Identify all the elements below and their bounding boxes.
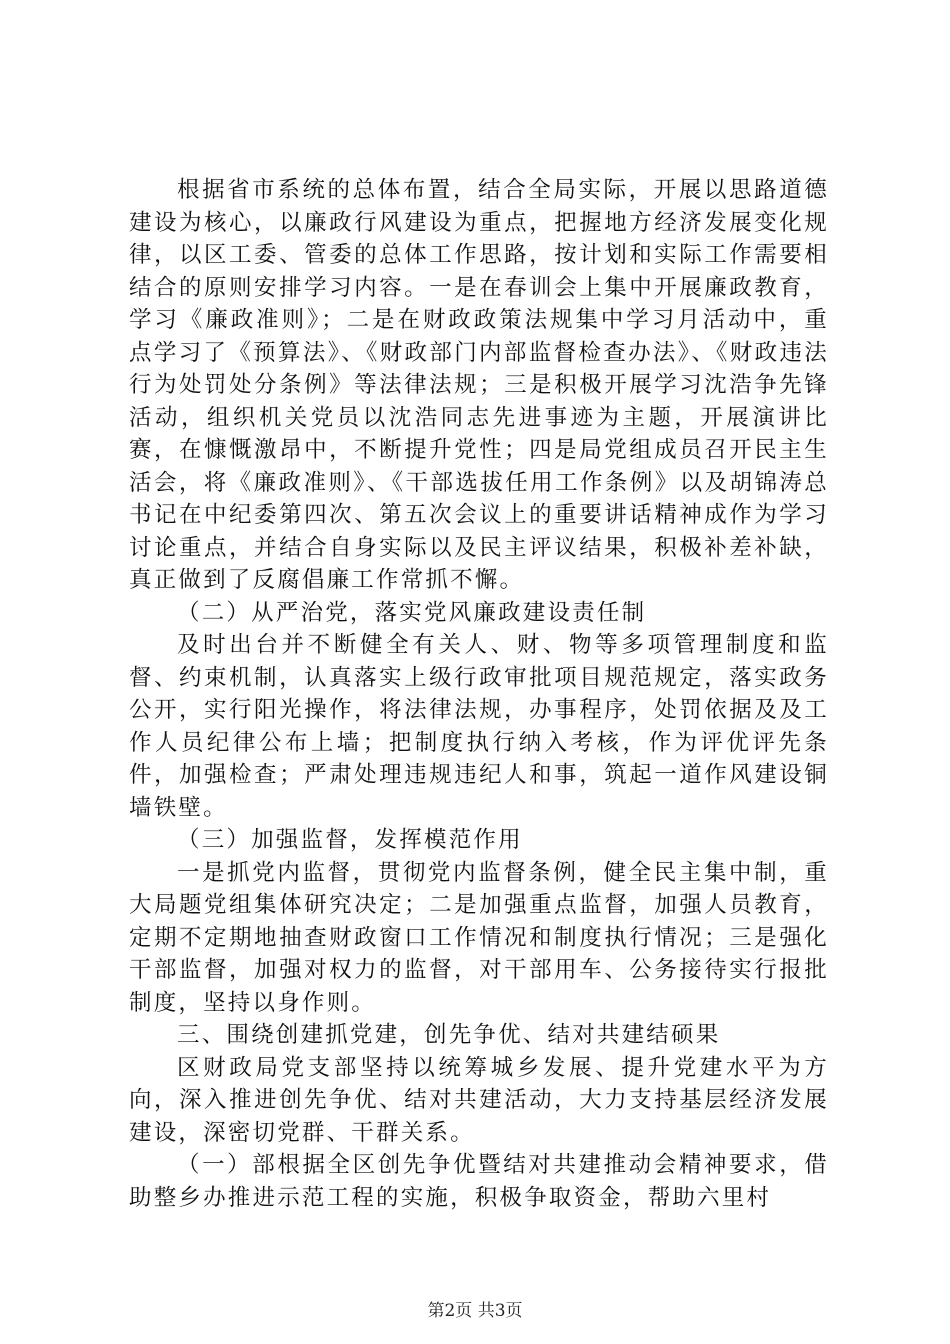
paragraph-study-content: 根据省市系统的总体布置，结合全局实际，开展以思路道德建设为核心，以廉政行风建设为重点，把握地方经济发展变化规律，以区工委、管委的总体工作思路，按计划和实际工作需要相结合的原则安排学习内容。一是在春训会上集中开展廉政教育，学习《廉政准则》；二是在财政政策法规集中学习月活动中，重点学习了《预算法》、《财政部门内部监督检查办法》、《财政违法行为处罚处分条例》等法律法规；三是积极开展学习沈浩争先锋活动，组织机关党员以沈浩同志先进事迹为主题，开展演讲比赛，在慷慨激昂中，不断提升党性；四是局党组成员召开民主生活会，将《廉政准则》、《干部选拔任用工作条例》以及胡锦涛总书记在中纪委第四次、第五次会议上的重要讲话精神成作为学习讨论重点，并结合自身实际以及民主评议结果，积极补差补缺，真正做到了反腐倡廉工作常抓不懈。	[129, 177, 829, 593]
section-heading-party-building: 三、围绕创建抓党建，创先争优、结对共建结硕果	[177, 1022, 721, 1048]
section-heading-supervision: （三）加强监督，发挥模范作用	[177, 827, 523, 853]
page-number-footer: 第2页 共3页	[427, 1301, 523, 1321]
document-body	[129, 174, 829, 1214]
paragraph-supervision: 一是抓党内监督，贯彻党内监督条例，健全民主集中制，重大局题党组集体研究决定；二是加强重点监督，加强人员教育，定期不定期地抽查财政窗口工作情况和制度执行情况；三是强化干部监督，加强对权力的监督，对干部用车、公务接待实行报批制度，坚持以身作则。	[129, 859, 829, 1016]
paragraph-system-building: 及时出台并不断健全有关人、财、物等多项管理制度和监督、约束机制，认真落实上级行政审批项目规范规定，落实政务公开，实行阳光操作，将法律法规，办事程序，处罚依据及及工作人员纪律公布上墙；把制度执行纳入考核，作为评优评先条件，加强检查；严肃处理违规违纪人和事，筑起一道作风建设铜墙铁壁。	[129, 632, 829, 821]
paragraph-branch-activities: 区财政局党支部坚持以统筹城乡发展、提升党建水平为方向，深入推进创先争优、结对共建活动，大力支持基层经济发展建设，深密切党群、干群关系。	[129, 1054, 829, 1146]
section-heading-party-discipline: （二）从严治党，落实党风廉政建设责任制	[177, 599, 647, 626]
paragraph-village-support: （一）部根据全区创先争优暨结对共建推动会精神要求，借助整乡办推进示范工程的实施，积极争取资金，帮助六里村	[129, 1152, 829, 1211]
